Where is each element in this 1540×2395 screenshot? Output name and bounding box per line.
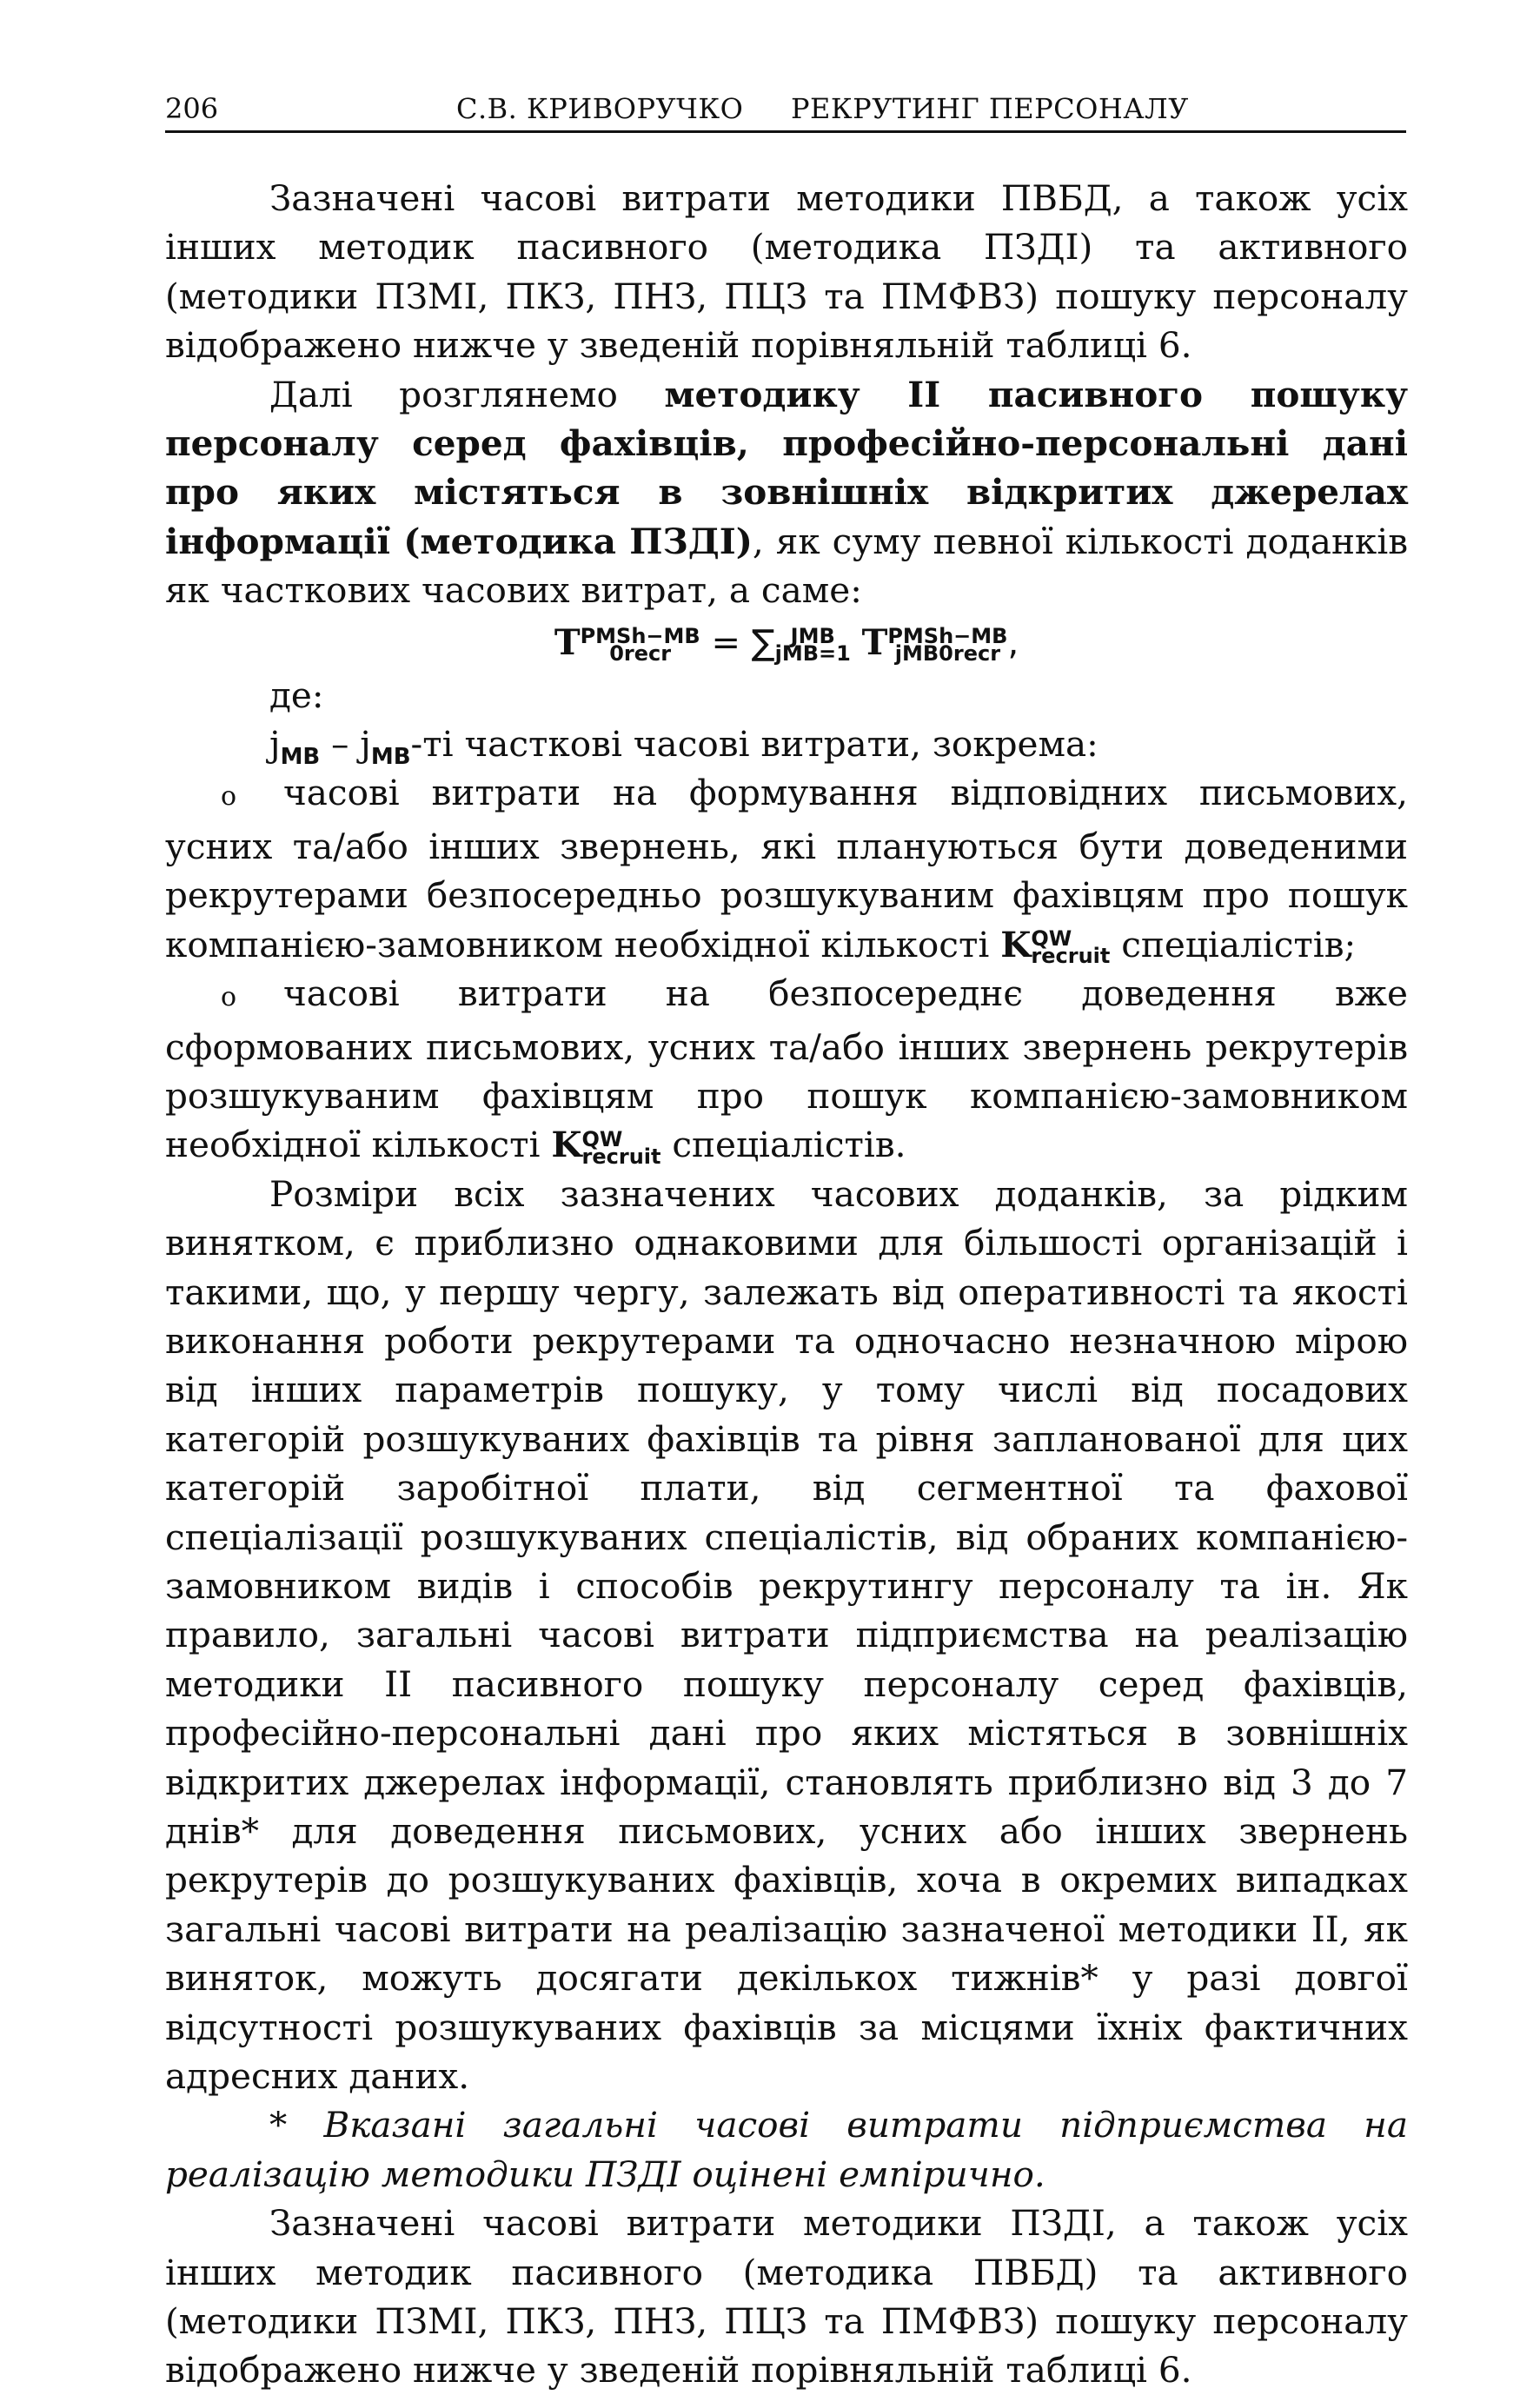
formula-sum-sign: ∑: [751, 622, 775, 663]
paragraph-2: [165, 370, 1408, 615]
k-sub: recruit: [1031, 944, 1111, 969]
paragraph-3-end: у разі довгої відсутності розшукуваних фахівців за місцями їхніх фактичних адресних даних.: [165, 1957, 1409, 2098]
footnote-star: *: [1080, 1957, 1099, 2000]
jmb-sub-2: MB: [370, 744, 411, 771]
paragraph-1: Зазначені часові витрати методики ПВБД, а також усіх інших методик пасивного (методика ПЗДІ) та активного (методики ПЗМІ, ПКЗ, ПНЗ, ПЦЗ та ПМФВЗ) пошуку персоналу відображено нижче у зведеній порівняльній таблиці 6.: [165, 177, 1408, 367]
paragraph-4: Зазначені часові витрати методики ПЗДІ, а також усіх інших методик пасивного (методика ПВБД) та активного (методики ПЗМІ, ПКЗ, ПНЗ, ПЦЗ та ПМФВЗ) пошуку персоналу відображено нижче у зведеній порівняльній таблиці 6.: [165, 2202, 1408, 2392]
k-sub: recruit: [581, 1144, 661, 1169]
paragraph-3: [165, 1170, 1408, 2101]
formula-lhs-symbol: T: [554, 621, 581, 663]
formula-rhs-symbol: T: [861, 621, 888, 663]
book-page: [165, 0, 1409, 2392]
paragraph-3-start: Розміри всіх зазначених часових доданків, за рідким винятком, є приблизно однаковими для більшості організацій і такими, що, у першу чергу, залежать від оперативності та якості виконання роботи рекрутерами та одночасно незначною мірою від інших параметрів пошуку, у тому числі від посадових категорій розшукуваних фахівців та рівня запланованої для цих категорій заробітної плати, від сегментної та фахової спеціалізації розшукуваних спеціалістів, від обраних компанією-замовником видів і способів рекрутингу персоналу та ін. Як правило, загальні часові витрати підприємства на реалізацію методики ІІ пасивного пошуку персоналу серед фахівців, професійно-персональні дані про яких містяться в зовнішніх відкритих джерелах інформації, становлять приблизно від 3 до 7 днів: [165, 1172, 1408, 1852]
footnote-star: *: [241, 1810, 259, 1852]
method-name-bold: методику ІІ пасивного пошуку персоналу серед фахівців, професійно-персональні дані про яких містяться в зовнішніх відкритих джерелах інформації (методика ПЗДІ): [165, 373, 1408, 562]
bullet-marker-icon: o: [221, 781, 237, 813]
formula-rhs-scripts: [887, 623, 1008, 666]
formula-lhs-sup: PMSh−MB: [580, 623, 700, 648]
jmb-var: j: [269, 723, 281, 766]
page-body: [165, 174, 1408, 2395]
k-var: K: [1000, 923, 1032, 965]
bullet-1-text: часові витрати на формування відповідних письмових, усних та/або інших звернень, які плануються бути доведеними рекрутерами безпосередньо розшукуваним фахівцям про пошук компанією-замовником необхідної кількості: [165, 772, 1408, 965]
jmb-dash: –: [320, 723, 361, 766]
k-var: K: [551, 1124, 582, 1166]
k-sup: QW: [1031, 926, 1072, 952]
paragraph-2-end: , як суму певної кількості доданків як часткових часових витрат, а саме:: [165, 520, 1408, 612]
formula-lhs-scripts: [580, 623, 700, 666]
formula-sum-upper: JMB: [790, 623, 835, 648]
running-header: [165, 89, 1406, 133]
jmb-var-2: j: [360, 723, 371, 766]
k-scripts: [581, 1126, 661, 1169]
bullet-marker-icon: o: [221, 982, 237, 1013]
header-author: С.В. КРИВОРУЧКО: [456, 92, 744, 125]
page-number: 206: [165, 92, 219, 125]
formula-lhs-sub: 0recr: [609, 640, 672, 666]
paragraph-3-mid: для доведення письмових, усних або інших звернень рекрутерів до розшукуваних фахівців, хоча в окремих випадках загальні часові витрати на реалізацію зазначеної методики ІІ, як виняток, можуть досягати декількох тижнів: [165, 1810, 1408, 2000]
bullet-item-2: [165, 969, 1408, 1170]
jmb-text: -ті часткові часові витрати, зокрема:: [410, 723, 1099, 766]
header-book-title: РЕКРУТИНГ ПЕРСОНАЛУ: [791, 92, 1189, 125]
jmb-sub: MB: [280, 744, 321, 771]
formula: [165, 615, 1408, 671]
formula-equals: =: [711, 622, 740, 663]
formula-rhs-sub: jMB0recr: [894, 640, 1001, 666]
bullet-item-1: [165, 768, 1408, 969]
k-scripts: [1031, 926, 1111, 969]
k-sup: QW: [581, 1126, 623, 1151]
formula-sum-limits: [774, 623, 851, 666]
bullet-2-end: спеціалістів.: [660, 1124, 906, 1166]
jmb-definition: [165, 720, 1408, 771]
formula-comma: ,: [1007, 622, 1019, 663]
bullet-1-end: спеціалістів;: [1110, 923, 1357, 965]
paragraph-2-start: Далі розглянемо: [269, 373, 665, 415]
where-label: де:: [269, 673, 324, 716]
formula-sum-lower: jMB=1: [774, 640, 851, 666]
formula-rhs-sup: PMSh−MB: [887, 623, 1008, 648]
bullet-2-text: часові витрати на безпосереднє доведення вже сформованих письмових, усних та/або інших звернень рекрутерів розшукуваним фахівцям про пошук компанією-замовником необхідної кількості: [165, 972, 1408, 1166]
footnote: * Вказані загальні часові витрати підприємства на реалізацію методики ПЗДІ оцінені емпірично.: [165, 2104, 1408, 2195]
